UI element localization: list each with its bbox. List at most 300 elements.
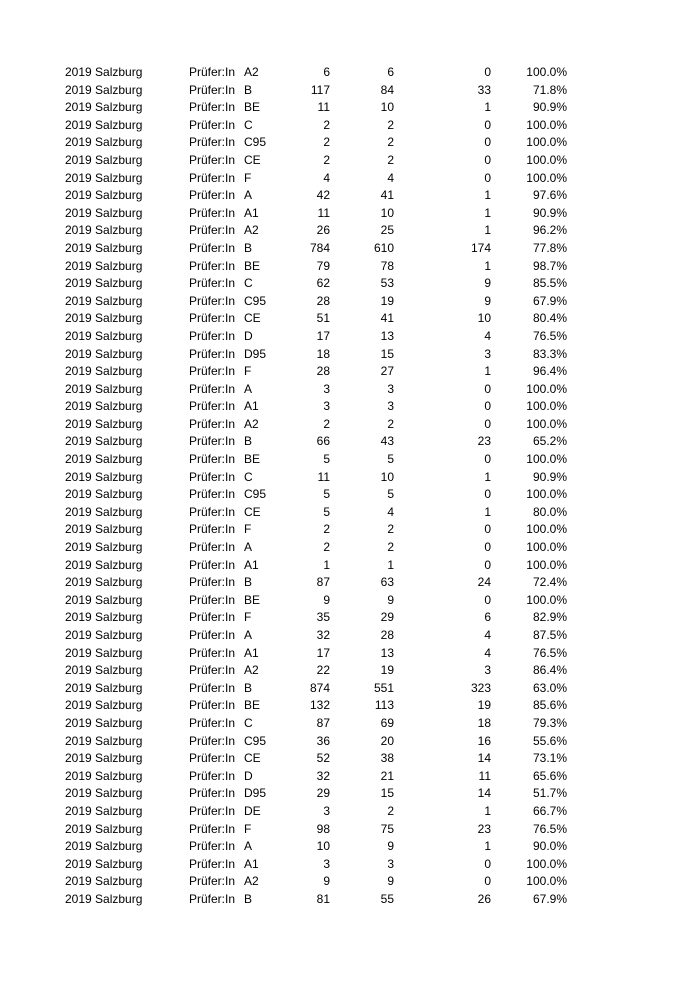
table-row (0, 873, 700, 891)
cell-region: 2019 Salzburg (65, 839, 143, 854)
cell-region: 2019 Salzburg (65, 311, 143, 326)
cell-passed: 2 (387, 803, 394, 818)
cell-total: 2 (323, 540, 330, 555)
cell-pass-rate: 90.9% (532, 469, 567, 484)
cell-failed: 6 (484, 610, 491, 625)
cell-role: Prüfer:In (189, 487, 236, 502)
table-row (0, 275, 700, 293)
table-row (0, 258, 700, 276)
cell-region: 2019 Salzburg (65, 768, 143, 783)
cell-region: 2019 Salzburg (65, 557, 143, 572)
table-row (0, 768, 700, 786)
cell-passed: 15 (380, 786, 394, 801)
cell-role: Prüfer:In (189, 240, 236, 255)
cell-failed: 1 (484, 100, 491, 115)
cell-failed: 9 (484, 276, 491, 291)
cell-failed: 1 (484, 258, 491, 273)
cell-total: 17 (316, 645, 330, 660)
cell-pass-rate: 100.0% (526, 452, 567, 467)
cell-passed: 28 (380, 628, 394, 642)
cell-passed: 78 (380, 258, 394, 273)
table-row (0, 469, 700, 487)
cell-role: Prüfer:In (189, 452, 236, 467)
cell-total: 28 (316, 364, 330, 379)
cell-pass-rate: 79.3% (532, 715, 567, 730)
cell-license-class: A1 (244, 557, 259, 572)
cell-passed: 19 (380, 663, 394, 678)
cell-pass-rate: 77.8% (532, 240, 567, 255)
cell-license-class: C95 (244, 135, 267, 150)
table-row (0, 609, 700, 627)
cell-total: 22 (316, 663, 330, 678)
cell-region: 2019 Salzburg (65, 276, 143, 291)
table-row (0, 838, 700, 856)
cell-license-class: BE (244, 452, 261, 467)
cell-failed: 174 (470, 240, 491, 255)
cell-role: Prüfer:In (189, 152, 236, 167)
cell-failed: 0 (484, 540, 491, 555)
cell-passed: 3 (387, 399, 394, 414)
cell-total: 17 (316, 328, 330, 343)
table-row (0, 170, 700, 188)
cell-passed: 55 (380, 891, 394, 906)
cell-failed: 1 (484, 469, 491, 484)
cell-failed: 26 (477, 891, 491, 906)
cell-region: 2019 Salzburg (65, 117, 143, 132)
cell-license-class: B (244, 240, 253, 255)
cell-role: Prüfer:In (189, 540, 236, 555)
cell-passed: 27 (380, 364, 394, 379)
cell-pass-rate: 87.5% (532, 628, 567, 642)
cell-passed: 5 (387, 452, 394, 467)
cell-failed: 11 (478, 768, 491, 783)
cell-total: 9 (323, 592, 330, 607)
table-row (0, 715, 700, 733)
table-row (0, 117, 700, 135)
cell-role: Prüfer:In (189, 839, 236, 854)
cell-total: 87 (316, 715, 330, 730)
cell-license-class: D (244, 768, 253, 783)
cell-total: 117 (310, 82, 330, 97)
cell-failed: 0 (484, 65, 491, 79)
cell-region: 2019 Salzburg (65, 399, 143, 414)
cell-role: Prüfer:In (189, 100, 236, 115)
cell-region: 2019 Salzburg (65, 821, 143, 836)
cell-role: Prüfer:In (189, 364, 236, 379)
cell-license-class: BE (244, 698, 261, 713)
cell-pass-rate: 100.0% (526, 170, 567, 185)
cell-pass-rate: 55.6% (532, 733, 567, 748)
cell-role: Prüfer:In (189, 874, 236, 889)
cell-role: Prüfer:In (189, 188, 236, 203)
cell-region: 2019 Salzburg (65, 346, 143, 361)
cell-failed: 0 (484, 117, 491, 132)
cell-region: 2019 Salzburg (65, 487, 143, 502)
table-row (0, 451, 700, 469)
cell-region: 2019 Salzburg (65, 452, 143, 467)
cell-role: Prüfer:In (189, 276, 236, 291)
cell-role: Prüfer:In (189, 680, 236, 695)
cell-passed: 610 (373, 240, 394, 255)
cell-pass-rate: 100.0% (526, 522, 567, 537)
cell-license-class: D95 (244, 346, 267, 361)
cell-pass-rate: 86.4% (532, 663, 567, 678)
cell-total: 874 (309, 680, 330, 695)
cell-region: 2019 Salzburg (65, 715, 143, 730)
cell-license-class: BE (244, 100, 261, 115)
cell-license-class: A (244, 628, 253, 642)
cell-total: 66 (316, 434, 330, 449)
cell-pass-rate: 100.0% (526, 540, 567, 555)
table-row (0, 856, 700, 874)
cell-failed: 0 (484, 416, 491, 431)
cell-region: 2019 Salzburg (65, 680, 143, 695)
cell-failed: 4 (484, 628, 491, 642)
cell-passed: 19 (380, 293, 394, 308)
table-row (0, 64, 700, 82)
cell-pass-rate: 90.9% (532, 100, 567, 115)
cell-failed: 1 (484, 188, 491, 203)
cell-failed: 23 (477, 434, 491, 449)
cell-total: 36 (316, 733, 330, 748)
cell-passed: 9 (387, 874, 394, 889)
cell-license-class: C95 (244, 733, 267, 748)
cell-region: 2019 Salzburg (65, 364, 143, 379)
cell-failed: 0 (484, 856, 491, 871)
table-row (0, 363, 700, 381)
table-row (0, 557, 700, 575)
cell-license-class: A (244, 839, 253, 854)
cell-failed: 1 (484, 504, 491, 519)
cell-total: 1 (323, 557, 330, 572)
cell-license-class: B (244, 575, 253, 590)
cell-region: 2019 Salzburg (65, 240, 143, 255)
table-row (0, 785, 700, 803)
table-row (0, 328, 700, 346)
cell-pass-rate: 63.0% (532, 680, 567, 695)
cell-total: 3 (323, 399, 330, 414)
cell-pass-rate: 67.9% (532, 293, 567, 308)
cell-failed: 0 (484, 399, 491, 414)
cell-role: Prüfer:In (189, 751, 236, 766)
cell-passed: 2 (387, 152, 394, 167)
cell-region: 2019 Salzburg (65, 469, 143, 484)
cell-failed: 14 (477, 751, 491, 766)
cell-region: 2019 Salzburg (65, 733, 143, 748)
cell-failed: 0 (484, 135, 491, 150)
cell-total: 18 (316, 346, 330, 361)
table-row (0, 152, 700, 170)
cell-license-class: F (244, 610, 252, 625)
cell-pass-rate: 85.6% (532, 698, 567, 713)
table-row (0, 486, 700, 504)
cell-total: 11 (317, 205, 330, 220)
cell-total: 32 (316, 768, 330, 783)
cell-failed: 1 (484, 205, 491, 220)
cell-pass-rate: 76.5% (532, 645, 567, 660)
cell-region: 2019 Salzburg (65, 416, 143, 431)
cell-failed: 4 (484, 328, 491, 343)
table-row (0, 222, 700, 240)
cell-region: 2019 Salzburg (65, 575, 143, 590)
cell-role: Prüfer:In (189, 522, 236, 537)
cell-pass-rate: 100.0% (526, 487, 567, 502)
cell-total: 26 (316, 223, 330, 238)
cell-passed: 2 (387, 522, 394, 537)
cell-total: 35 (316, 610, 330, 625)
cell-total: 32 (316, 628, 330, 642)
cell-failed: 1 (484, 839, 491, 854)
cell-pass-rate: 67.9% (532, 891, 567, 906)
cell-total: 2 (323, 522, 330, 537)
table-row (0, 504, 700, 522)
cell-total: 2 (323, 152, 330, 167)
cell-role: Prüfer:In (189, 399, 236, 414)
cell-failed: 3 (484, 346, 491, 361)
cell-pass-rate: 100.0% (526, 856, 567, 871)
cell-license-class: BE (244, 258, 261, 273)
cell-total: 9 (323, 874, 330, 889)
cell-role: Prüfer:In (189, 803, 236, 818)
cell-pass-rate: 96.2% (532, 223, 567, 238)
cell-passed: 1 (387, 557, 394, 572)
cell-pass-rate: 76.5% (532, 821, 567, 836)
cell-region: 2019 Salzburg (65, 82, 143, 97)
cell-region: 2019 Salzburg (65, 135, 143, 150)
cell-region: 2019 Salzburg (65, 592, 143, 607)
cell-total: 2 (323, 135, 330, 150)
cell-pass-rate: 100.0% (526, 592, 567, 607)
cell-license-class: A2 (244, 65, 259, 79)
cell-license-class: F (244, 364, 252, 379)
cell-failed: 10 (477, 311, 491, 326)
table-row (0, 680, 700, 698)
cell-license-class: C95 (244, 487, 267, 502)
cell-passed: 2 (387, 416, 394, 431)
cell-role: Prüfer:In (189, 328, 236, 343)
cell-total: 52 (316, 751, 330, 766)
cell-role: Prüfer:In (189, 65, 236, 79)
cell-license-class: CE (244, 152, 261, 167)
table-row (0, 821, 700, 839)
cell-pass-rate: 100.0% (526, 874, 567, 889)
spreadsheet-table (0, 64, 700, 909)
cell-role: Prüfer:In (189, 504, 236, 519)
cell-license-class: A1 (244, 205, 259, 220)
cell-failed: 18 (477, 715, 491, 730)
cell-passed: 25 (380, 223, 394, 238)
cell-license-class: BE (244, 592, 261, 607)
cell-pass-rate: 100.0% (526, 399, 567, 414)
cell-passed: 75 (380, 821, 394, 836)
cell-total: 11 (317, 100, 330, 115)
cell-failed: 1 (484, 803, 491, 818)
cell-failed: 0 (484, 381, 491, 396)
cell-region: 2019 Salzburg (65, 188, 143, 203)
cell-pass-rate: 72.4% (532, 575, 567, 590)
cell-role: Prüfer:In (189, 786, 236, 801)
cell-failed: 0 (484, 522, 491, 537)
cell-license-class: C (244, 715, 253, 730)
cell-passed: 2 (387, 540, 394, 555)
cell-passed: 2 (387, 117, 394, 132)
cell-pass-rate: 65.6% (532, 768, 567, 783)
cell-passed: 4 (387, 504, 394, 519)
cell-region: 2019 Salzburg (65, 504, 143, 519)
cell-license-class: A (244, 188, 253, 203)
cell-total: 62 (316, 276, 330, 291)
cell-pass-rate: 97.6% (532, 188, 567, 203)
cell-failed: 9 (484, 293, 491, 308)
cell-role: Prüfer:In (189, 416, 236, 431)
cell-role: Prüfer:In (189, 663, 236, 678)
cell-license-class: B (244, 891, 253, 906)
cell-role: Prüfer:In (189, 575, 236, 590)
table-row (0, 627, 700, 645)
table-row (0, 293, 700, 311)
cell-pass-rate: 73.1% (532, 751, 567, 766)
cell-failed: 23 (477, 821, 491, 836)
cell-failed: 24 (477, 575, 491, 590)
cell-total: 784 (309, 240, 330, 255)
cell-license-class: A1 (244, 399, 259, 414)
cell-total: 10 (316, 839, 330, 854)
cell-passed: 6 (387, 65, 394, 79)
table-row (0, 346, 700, 364)
cell-license-class: D (244, 328, 253, 343)
table-row (0, 733, 700, 751)
cell-role: Prüfer:In (189, 293, 236, 308)
cell-region: 2019 Salzburg (65, 628, 143, 642)
cell-region: 2019 Salzburg (65, 258, 143, 273)
cell-pass-rate: 65.2% (532, 434, 567, 449)
cell-license-class: CE (244, 751, 261, 766)
cell-total: 132 (309, 698, 330, 713)
cell-pass-rate: 100.0% (526, 135, 567, 150)
cell-license-class: B (244, 434, 253, 449)
cell-passed: 38 (380, 751, 394, 766)
cell-license-class: D95 (244, 786, 267, 801)
cell-pass-rate: 90.0% (532, 839, 567, 854)
cell-region: 2019 Salzburg (65, 152, 143, 167)
cell-total: 5 (323, 504, 330, 519)
table-row (0, 433, 700, 451)
cell-region: 2019 Salzburg (65, 891, 143, 906)
table-row (0, 205, 700, 223)
cell-pass-rate: 98.7% (532, 258, 567, 273)
cell-region: 2019 Salzburg (65, 100, 143, 115)
cell-role: Prüfer:In (189, 715, 236, 730)
cell-role: Prüfer:In (189, 628, 236, 642)
cell-pass-rate: 51.7% (532, 786, 567, 801)
cell-region: 2019 Salzburg (65, 293, 143, 308)
cell-passed: 20 (380, 733, 394, 748)
cell-license-class: A1 (244, 856, 259, 871)
cell-total: 4 (323, 170, 330, 185)
cell-license-class: C (244, 117, 253, 132)
cell-role: Prüfer:In (189, 117, 236, 132)
cell-passed: 41 (380, 188, 394, 203)
cell-region: 2019 Salzburg (65, 170, 143, 185)
cell-role: Prüfer:In (189, 223, 236, 238)
cell-license-class: A2 (244, 874, 259, 889)
cell-pass-rate: 100.0% (526, 416, 567, 431)
cell-pass-rate: 83.3% (532, 346, 567, 361)
cell-license-class: C (244, 276, 253, 291)
cell-passed: 13 (380, 645, 394, 660)
cell-failed: 16 (477, 733, 491, 748)
cell-pass-rate: 100.0% (526, 381, 567, 396)
cell-passed: 9 (387, 839, 394, 854)
cell-passed: 21 (380, 768, 394, 783)
table-row (0, 891, 700, 909)
cell-pass-rate: 100.0% (526, 117, 567, 132)
cell-passed: 10 (380, 100, 394, 115)
table-row (0, 574, 700, 592)
cell-failed: 4 (484, 645, 491, 660)
cell-passed: 15 (380, 346, 394, 361)
cell-passed: 53 (380, 276, 394, 291)
cell-pass-rate: 100.0% (526, 152, 567, 167)
cell-passed: 3 (387, 381, 394, 396)
cell-failed: 1 (484, 364, 491, 379)
table-row (0, 662, 700, 680)
cell-region: 2019 Salzburg (65, 381, 143, 396)
cell-region: 2019 Salzburg (65, 540, 143, 555)
table-row (0, 381, 700, 399)
cell-role: Prüfer:In (189, 135, 236, 150)
cell-pass-rate: 66.7% (532, 803, 567, 818)
table-row (0, 645, 700, 663)
cell-pass-rate: 100.0% (526, 557, 567, 572)
cell-license-class: F (244, 170, 252, 185)
cell-region: 2019 Salzburg (65, 645, 143, 660)
cell-total: 2 (323, 416, 330, 431)
cell-total: 29 (316, 786, 330, 801)
table-row (0, 82, 700, 100)
cell-pass-rate: 80.4% (532, 311, 567, 326)
cell-role: Prüfer:In (189, 311, 236, 326)
cell-pass-rate: 76.5% (532, 328, 567, 343)
cell-passed: 9 (387, 592, 394, 607)
cell-role: Prüfer:In (189, 645, 236, 660)
table-row (0, 416, 700, 434)
cell-license-class: A2 (244, 663, 259, 678)
cell-failed: 0 (484, 487, 491, 502)
cell-total: 6 (323, 65, 330, 79)
cell-passed: 4 (387, 170, 394, 185)
cell-failed: 0 (484, 170, 491, 185)
cell-total: 79 (316, 258, 330, 273)
cell-role: Prüfer:In (189, 82, 236, 97)
cell-role: Prüfer:In (189, 469, 236, 484)
cell-role: Prüfer:In (189, 346, 236, 361)
cell-region: 2019 Salzburg (65, 205, 143, 220)
cell-failed: 0 (484, 452, 491, 467)
cell-total: 81 (316, 891, 330, 906)
cell-passed: 13 (380, 328, 394, 343)
cell-pass-rate: 96.4% (532, 364, 567, 379)
table-row (0, 750, 700, 768)
cell-total: 5 (323, 487, 330, 502)
cell-failed: 19 (477, 698, 491, 713)
cell-pass-rate: 80.0% (532, 504, 567, 519)
cell-total: 3 (323, 381, 330, 396)
cell-passed: 551 (373, 680, 394, 695)
cell-passed: 3 (387, 856, 394, 871)
cell-region: 2019 Salzburg (65, 522, 143, 537)
cell-license-class: CE (244, 311, 261, 326)
